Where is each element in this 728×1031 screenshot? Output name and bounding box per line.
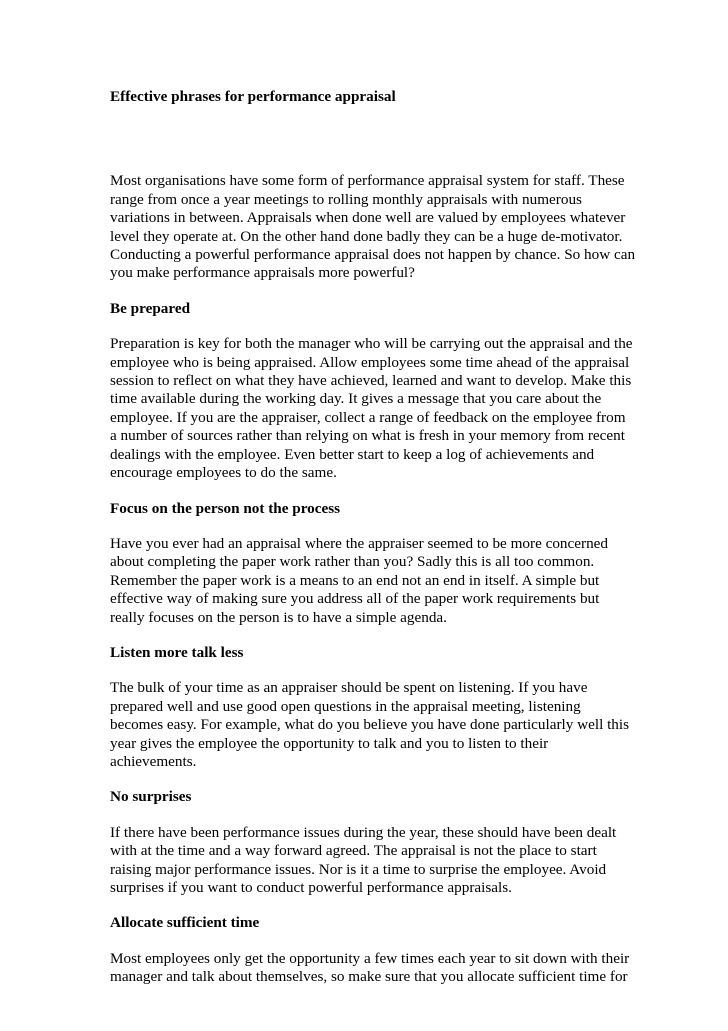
paragraph-line: prepared well and use good open questions in the appraisal meeting, listening (110, 697, 581, 715)
paragraph-line: a number of sources rather than relying on what is fresh in your memory from recent (110, 427, 625, 445)
document-page (110, 88, 636, 987)
paragraph-line: dealings with the employee. Even better start to keep a log of achievements and (110, 445, 595, 463)
paragraph-line: you make performance appraisals more powerful? (110, 264, 415, 282)
paragraph-line: surprises if you want to conduct powerful performance appraisals. (110, 879, 512, 896)
section-heading-no-surprises: No surprises (110, 788, 192, 806)
section-paragraph-listen-more (110, 679, 630, 771)
paragraph-line: variations in between. Appraisals when done well are valued by employees whatever (110, 209, 626, 227)
paragraph-line: encourage employees to do the same. (110, 464, 337, 482)
intro-paragraph (110, 172, 636, 282)
section-heading-be-prepared: Be prepared (110, 299, 191, 317)
paragraph-line: Conducting a powerful performance appraisal does not happen by chance. So how can (110, 246, 636, 264)
section-heading-focus-on-person: Focus on the person not the process (110, 499, 341, 517)
paragraph-line: employee. If you are the appraiser, collect a range of feedback on the employee from (110, 408, 626, 426)
section-paragraph-no-surprises (110, 824, 622, 898)
paragraph-line: Most employees only get the opportunity a few times each year to sit down with their (110, 949, 630, 967)
paragraph-line: really focuses on the person is to have a simple agenda. (110, 608, 447, 626)
paragraph-line: effective way of making sure you address all of the paper work requirements but (110, 590, 600, 608)
paragraph-line: level they operate at. On the other hand done badly they can be a huge de-motivator. (110, 227, 623, 245)
paragraph-line: session to reflect on what they have achieved, learned and want to develop. Make this (110, 372, 632, 390)
section-heading-allocate-time: Allocate sufficient time (110, 914, 260, 932)
paragraph-line: achievements. (110, 752, 197, 770)
paragraph-line: raising major performance issues. Nor is it a time to surprise the employee. Avoid (110, 860, 607, 878)
section-paragraph-focus-on-person (110, 535, 622, 627)
paragraph-line: time available during the working day. It gives a message that you care about the (110, 390, 602, 408)
paragraph-line: becomes easy. For example, what do you believe you have done particularly well this (110, 716, 630, 734)
paragraph-line: range from once a year meetings to rolling monthly appraisals with numerous (110, 190, 582, 208)
section-paragraph-be-prepared (110, 335, 633, 482)
paragraph-line: employee who is being appraised. Allow employees some time ahead of the appraisal (110, 353, 630, 371)
paragraph-line: Most organisations have some form of performance appraisal system for staff. These (110, 172, 625, 190)
section-heading-listen-more: Listen more talk less (110, 643, 244, 661)
document-title: Effective phrases for performance appraisal (110, 88, 396, 105)
paragraph-line: manager and talk about themselves, so make sure that you allocate sufficient time for (110, 968, 628, 986)
paragraph-line: about completing the paper work rather than you? Sadly this is all too common. (110, 553, 595, 571)
paragraph-line: Have you ever had an appraisal where the appraiser seemed to be more concerned (110, 534, 608, 552)
paragraph-line: The bulk of your time as an appraiser should be spent on listening. If you have (110, 679, 588, 697)
paragraph-line: Preparation is key for both the manager who will be carrying out the appraisal and the (110, 335, 633, 353)
section-paragraph-allocate-time (110, 949, 630, 987)
paragraph-line: with at the time and a way forward agreed. The appraisal is not the place to start (110, 842, 597, 860)
paragraph-line: If there have been performance issues during the year, these should have been dealt (110, 823, 617, 841)
paragraph-line: Remember the paper work is a means to an end not an end in itself. A simple but (110, 571, 600, 589)
paragraph-line: year gives the employee the opportunity to talk and you to listen to their (110, 734, 549, 752)
